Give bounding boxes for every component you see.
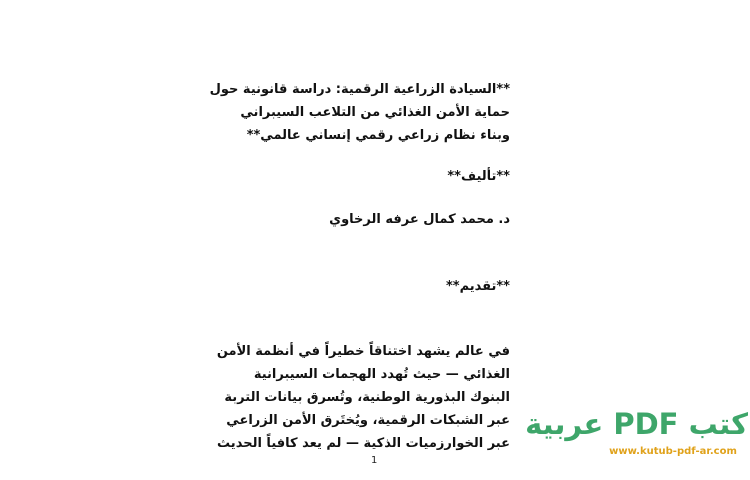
- watermark-logo: كتب PDF عربية: [525, 407, 748, 441]
- author-heading: [210, 165, 510, 188]
- title-line: حماية الأمن الغذائي من التلاعب السيبراني: [240, 105, 510, 120]
- paragraph-line: البنوك البذورية الوطنية، وتُسرق بيانات التربة: [224, 390, 510, 405]
- document-title: [210, 78, 510, 147]
- watermark: [525, 405, 748, 459]
- intro-paragraph: [210, 340, 510, 455]
- intro-heading: [210, 275, 510, 298]
- title-line: **السيادة الزراعية الرقمية: دراسة قانونية حول: [209, 82, 510, 97]
- watermark-url: www.kutub-pdf-ar.com: [609, 446, 737, 457]
- paragraph-line: في عالم يشهد اختناقاً خطيراً في أنظمة الأمن: [216, 344, 510, 359]
- page-number: 1: [371, 455, 378, 466]
- paragraph-line: عبر الشبكات الرقمية، ويُختَرق الأمن الزراعي: [226, 413, 510, 428]
- author-name: [210, 208, 510, 231]
- title-line: وبناء نظام زراعي رقمي إنساني عالمي**: [246, 128, 510, 143]
- paragraph-line: عبر الخوارزميات الذكية — لم يعد كافياً الحديث: [217, 436, 510, 451]
- author-name-text: د. محمد كمال عرفه الرخاوي: [329, 212, 510, 227]
- author-heading-text: **تأليف**: [447, 169, 510, 184]
- intro-heading-text: **تقديم**: [445, 279, 510, 294]
- paragraph-line: الغذائي — حيث تُهدد الهجمات السيبرانية: [253, 367, 510, 382]
